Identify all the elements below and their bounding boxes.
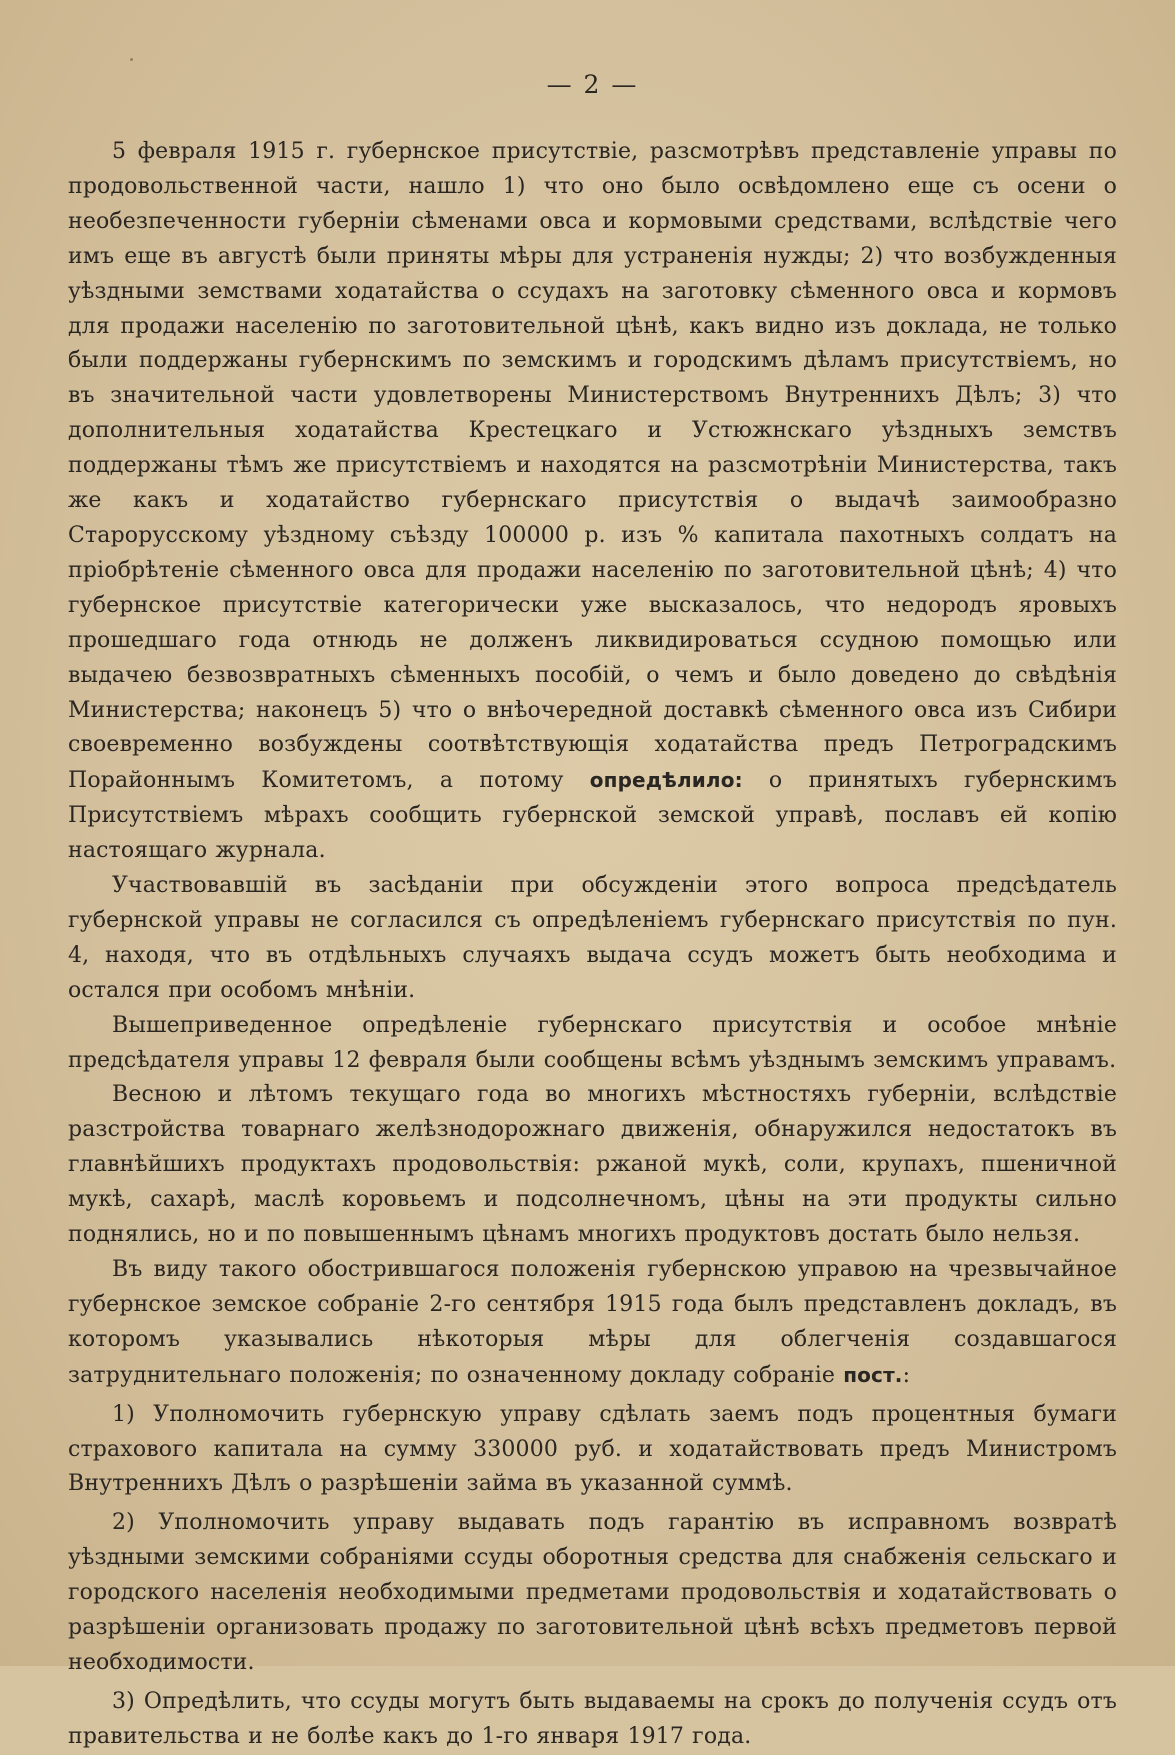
paper-speck xyxy=(130,58,133,61)
paragraph-text: : xyxy=(902,1362,911,1388)
paragraph-text: Вышеприведенное опредѣленіе губернскаго присутствія и особое мнѣніе предсѣдателя управы 12 февраля были сообщены всѣмъ уѣзднымъ земскимъ управамъ. xyxy=(68,1012,1117,1073)
list-item-text: 1) Уполномочить губернскую управу сдѣлать заемъ подъ процентныя бумаги страхового капитала на сумму 330000 руб. и ходатайствовать предъ Министромъ Внутреннихъ Дѣлъ о разрѣшеніи займа въ указанной суммѣ. xyxy=(68,1401,1117,1497)
document-body xyxy=(68,135,1117,1755)
paragraph-text: Весною и лѣтомъ текущаго года во многихъ мѣстностяхъ губерніи, вслѣдствіе разстройства товарнаго желѣзнодорожнаго движенія, обнаружился недостатокъ въ главнѣйшихъ продуктахъ продовольствія: ржаной мукѣ, соли, крупахъ, пшеничной мукѣ, сахарѣ, маслѣ коровьемъ и подсолнечномъ, цѣны на эти продукты сильно поднялись, но и по повышеннымъ цѣнамъ многихъ продуктовъ достать было нельзя. xyxy=(68,1082,1117,1248)
paragraph xyxy=(68,1253,1117,1394)
paragraph xyxy=(68,1009,1117,1079)
paragraph-text: Въ виду такого обострившагося положенія губернскою управою на чрезвычайное губернское земское собраніе 2-го сентября 1915 года былъ представленъ докладъ, въ которомъ указывались нѣкоторыя мѣры для облегченія создавшагося затруднительнаго положенія; по означенному докладу собраніе xyxy=(68,1257,1117,1388)
list-item-text: 2) Уполномочить управу выдавать подъ гарантію въ исправномъ возвратѣ уѣздными земскими собраніями ссуды оборотныя средства для снабженія сельскаго и городского населенія необходимыми предметами продовольствія и ходатайствовать о разрѣшеніи организовать продажу по заготовительной цѣнѣ всѣхъ предметовъ первой необходимости. xyxy=(68,1510,1117,1675)
paragraph-text: Участвовавшій въ засѣданіи при обсужденіи этого вопроса предсѣдатель губернской управы не согласился съ опредѣленіемъ губернскаго присутствія по пун. 4, находя, что въ отдѣльныхъ случаяхъ выдача ссудъ можетъ быть необходима и остался при особомъ мнѣніи. xyxy=(68,873,1117,1003)
list-item-text: 3) Опредѣлить, что ссуды могутъ быть выдаваемы на срокъ до полученія ссудъ отъ правительства и не болѣе какъ до 1-го января 1917 года. xyxy=(68,1688,1117,1749)
resolution-keyword: пост. xyxy=(843,1362,903,1387)
page-number: — 2 — xyxy=(546,70,639,99)
paragraph xyxy=(68,1078,1117,1253)
list-item xyxy=(68,1506,1117,1681)
paragraph-text: 5 февраля 1915 г. губернское присутствіе, разсмотрѣвъ представленіе управы по продовольственной части, нашло 1) что оно было освѣдомлено еще съ осени о необезпеченности губерніи сѣменами овса и кормовыми средствами, вслѣдствіе чего имъ еще въ августѣ были приняты мѣры для устраненія нужды; 2) что возбужденныя уѣздными земствами ходатайства о ссудахъ на заготовку сѣменного овса и кормовъ для продажи населенію по заготовительной цѣнѣ, какъ видно изъ доклада, не только были поддержаны губернскимъ по земскимъ и городскимъ дѣламъ присутствіемъ, но въ значительной части удовлетворены Министерствомъ Внутреннихъ Дѣлъ; 3) что дополнительныя ходатайства Крестецкаго и Устюжнскаго уѣздныхъ земствъ поддержаны тѣмъ же присутствіемъ и находятся на разсмотрѣніи Министерства, такъ же какъ и ходатайство губернскаго присутствія о выдачѣ заимообразно Старорусскому уѣздному съѣзду 100000 р. изъ % капитала пахотныхъ солдатъ на пріобрѣтеніе сѣменного овса для продажи населенію по заготовительной цѣнѣ; 4) что губернское присутствіе категорически уже высказалось, что недородъ яровыхъ прошедшаго года отнюдь не долженъ ликвидироваться ссудною помощью или выдачею безвозвратныхъ сѣменныхъ пособій, о чемъ и было доведено до свѣдѣнія Министерства; наконецъ 5) что о внѣочередной доставкѣ сѣменного овса изъ Сибири своевременно возбуждены соотвѣтствующія ходатайства предъ Петроградскимъ Порайоннымъ Комитетомъ, а потому xyxy=(68,139,1117,794)
list-item xyxy=(68,1685,1117,1755)
paragraph-text: о принятыхъ губернскимъ Присутствіемъ мѣрахъ сообщить губернской земской управѣ, пославъ ей копію настоящаго журнала. xyxy=(68,768,1117,864)
paragraph xyxy=(68,869,1117,1009)
resolution-keyword: опредѣлило: xyxy=(589,768,743,793)
paragraph xyxy=(68,135,1117,869)
list-item xyxy=(68,1398,1117,1503)
